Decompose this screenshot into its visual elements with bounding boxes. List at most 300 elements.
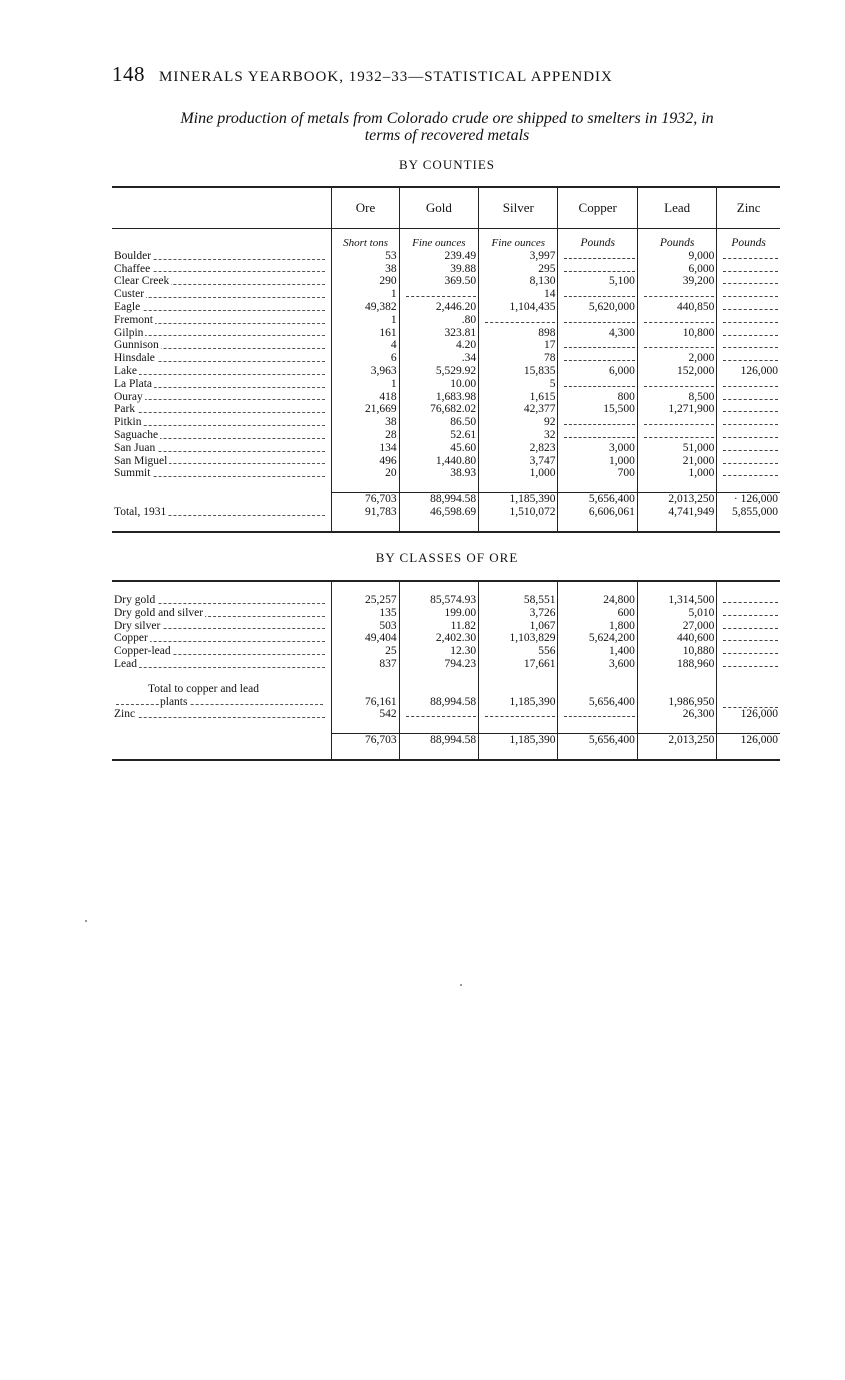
row-label: Saguache [112, 429, 332, 442]
empty-cell-leader [723, 403, 778, 412]
empty-cell-leader [723, 327, 778, 336]
row-label [112, 683, 332, 709]
cell-ore: 1 [332, 378, 399, 391]
cell-copper: 15,500 [558, 403, 637, 416]
empty-cell-leader [723, 378, 778, 387]
cell-zinc [717, 327, 780, 340]
cell-silver: 58,551 [479, 594, 558, 607]
ore-class-row [112, 645, 780, 658]
cell-copper [558, 416, 637, 429]
cell-zinc: 126,000 [717, 365, 780, 378]
cell-lead: 8,500 [637, 391, 716, 404]
cell-zinc: 126,000 [717, 734, 780, 747]
cell-ore: 76,703 [332, 493, 399, 506]
spacer-row [112, 721, 780, 734]
cell-lead [637, 314, 716, 327]
cell-copper: 5,656,400 [558, 493, 637, 506]
cell-copper: 4,300 [558, 327, 637, 340]
cell-zinc [717, 352, 780, 365]
row-label: Copper [112, 632, 332, 645]
county-row [112, 301, 780, 314]
ore-class-row [112, 620, 780, 633]
cell-gold: 1,440.80 [399, 455, 478, 468]
classes-heading: BY CLASSES OF ORE [375, 550, 519, 565]
cell-gold: 85,574.93 [399, 594, 478, 607]
county-row [112, 250, 780, 263]
cell-lead: 26,300 [637, 708, 716, 721]
cell-gold: 45.60 [399, 442, 478, 455]
cell-ore: 134 [332, 442, 399, 455]
cell-copper [558, 708, 637, 721]
cell-gold: 323.81 [399, 327, 478, 340]
cell-silver: 8,130 [479, 275, 558, 288]
cell-silver: 1,615 [479, 391, 558, 404]
cell-zinc [717, 467, 780, 480]
row-label: Hinsdale [112, 352, 332, 365]
cell-ore: 290 [332, 275, 399, 288]
cell-copper: 3,000 [558, 442, 637, 455]
row-label: Custer [112, 288, 332, 301]
cell-silver: 3,726 [479, 607, 558, 620]
ore-class-row [112, 607, 780, 620]
cell-zinc [717, 339, 780, 352]
column-header-lead: Lead [637, 187, 716, 229]
stub-header [112, 187, 332, 229]
cell-lead: 1,000 [637, 467, 716, 480]
cell-zinc [717, 275, 780, 288]
cell-zinc [717, 620, 780, 633]
cell-lead: 1,271,900 [637, 403, 716, 416]
cell-silver: 1,067 [479, 620, 558, 633]
county-row [112, 403, 780, 416]
row-label: Fremont [112, 314, 332, 327]
cell-silver [479, 314, 558, 327]
cell-gold: 88,994.58 [399, 734, 478, 747]
county-row [112, 467, 780, 480]
county-row [112, 378, 780, 391]
column-header-zinc: Zinc [717, 187, 780, 229]
empty-cell-leader [723, 607, 778, 616]
cell-copper [558, 352, 637, 365]
cell-ore: 1 [332, 288, 399, 301]
row-label: Ouray [112, 391, 332, 404]
cell-copper [558, 378, 637, 391]
cell-gold: 11.82 [399, 620, 478, 633]
cell-gold: 39.88 [399, 263, 478, 276]
county-row [112, 314, 780, 327]
empty-cell-leader [723, 632, 778, 641]
empty-cell-leader [723, 263, 778, 272]
county-row [112, 352, 780, 365]
zinc-plants-row [112, 708, 780, 721]
cell-ore: 53 [332, 250, 399, 263]
column-header-silver: Silver [479, 187, 558, 229]
empty-cell-leader [564, 250, 634, 259]
empty-cell-leader [723, 314, 778, 323]
row-label [112, 734, 332, 747]
subtotal-label-line-2: plants [114, 696, 329, 709]
cell-silver: 295 [479, 263, 558, 276]
cell-gold: 239.49 [399, 250, 478, 263]
cell-ore: 25,257 [332, 594, 399, 607]
empty-cell-leader [564, 429, 634, 438]
empty-cell-leader [723, 301, 778, 310]
empty-cell-leader [644, 416, 714, 425]
cell-copper: 5,656,400 [558, 683, 637, 709]
cell-copper: 5,620,000 [558, 301, 637, 314]
empty-cell-leader [485, 708, 555, 717]
cell-lead [637, 429, 716, 442]
column-header-row [112, 187, 780, 229]
county-row [112, 455, 780, 468]
cell-gold: 86.50 [399, 416, 478, 429]
cell-lead: 1,314,500 [637, 594, 716, 607]
cell-copper [558, 339, 637, 352]
cell-ore: 76,161 [332, 683, 399, 709]
cell-gold: 2,446.20 [399, 301, 478, 314]
cell-copper: 5,624,200 [558, 632, 637, 645]
county-row [112, 416, 780, 429]
empty-cell-leader [564, 416, 634, 425]
spacer-row [112, 480, 780, 493]
table-caption [112, 110, 782, 144]
cell-copper: 5,100 [558, 275, 637, 288]
county-row [112, 275, 780, 288]
cell-zinc [717, 632, 780, 645]
cell-ore: 3,963 [332, 365, 399, 378]
empty-cell-leader [723, 620, 778, 629]
cell-ore: 20 [332, 467, 399, 480]
cell-silver: 1,185,390 [479, 493, 558, 506]
cell-copper [558, 263, 637, 276]
cell-zinc [717, 658, 780, 671]
cell-lead: 152,000 [637, 365, 716, 378]
cell-copper: 1,400 [558, 645, 637, 658]
row-label: Dry gold and silver [112, 607, 332, 620]
cell-silver: 15,835 [479, 365, 558, 378]
cell-zinc [717, 314, 780, 327]
cell-ore: 542 [332, 708, 399, 721]
cell-lead [637, 288, 716, 301]
caption-line-1: Mine production of metals from Colorado crude ore shipped to smelters in 1932, in [180, 110, 714, 127]
cell-zinc [717, 301, 780, 314]
cell-gold: 52.61 [399, 429, 478, 442]
cell-silver: 1,185,390 [479, 734, 558, 747]
cell-copper: 600 [558, 607, 637, 620]
cell-gold: 88,994.58 [399, 683, 478, 709]
cell-silver: 1,000 [479, 467, 558, 480]
cell-zinc [717, 607, 780, 620]
county-row [112, 339, 780, 352]
empty-cell-leader [406, 708, 476, 717]
empty-cell-leader [723, 275, 778, 284]
empty-cell-leader [564, 378, 634, 387]
cell-silver: 1,104,435 [479, 301, 558, 314]
cell-silver: 2,823 [479, 442, 558, 455]
cell-zinc [717, 645, 780, 658]
empty-cell-leader [644, 288, 714, 297]
cell-copper [558, 250, 637, 263]
cell-gold: 10.00 [399, 378, 478, 391]
cell-gold: 4.20 [399, 339, 478, 352]
cell-zinc: · 126,000 [717, 493, 780, 506]
cell-copper [558, 288, 637, 301]
cell-silver: 17,661 [479, 658, 558, 671]
unit-copper: Pounds [558, 229, 637, 250]
cell-silver: 898 [479, 327, 558, 340]
classes-table [112, 580, 780, 761]
cell-lead [637, 416, 716, 429]
empty-cell-leader [564, 708, 634, 717]
cell-lead [637, 339, 716, 352]
counties-heading: BY COUNTIES [398, 157, 496, 172]
cell-silver: 5 [479, 378, 558, 391]
row-label: Gilpin [112, 327, 332, 340]
cell-silver [479, 708, 558, 721]
cell-ore: 25 [332, 645, 399, 658]
empty-cell-leader [723, 658, 778, 667]
cell-copper: 5,656,400 [558, 734, 637, 747]
empty-cell-leader [564, 339, 634, 348]
cell-gold: 46,598.69 [399, 506, 478, 519]
cell-copper [558, 429, 637, 442]
empty-cell-leader [564, 288, 634, 297]
cell-ore: 6 [332, 352, 399, 365]
ore-class-row [112, 632, 780, 645]
row-label [112, 493, 332, 506]
empty-cell-leader [485, 314, 555, 323]
row-label: Lead [112, 658, 332, 671]
cell-copper: 700 [558, 467, 637, 480]
row-label: San Juan [112, 442, 332, 455]
counties-table [112, 186, 780, 533]
empty-cell-leader [723, 455, 778, 464]
cell-copper: 3,600 [558, 658, 637, 671]
empty-cell-leader [723, 594, 778, 603]
total-1931-row [112, 506, 780, 519]
row-label: Clear Creek [112, 275, 332, 288]
county-row [112, 429, 780, 442]
county-row [112, 365, 780, 378]
cell-lead: 440,850 [637, 301, 716, 314]
cell-zinc [717, 442, 780, 455]
row-label: Dry silver [112, 620, 332, 633]
cell-lead: 39,200 [637, 275, 716, 288]
empty-cell-leader [723, 442, 778, 451]
row-label: La Plata [112, 378, 332, 391]
row-label: Zinc [112, 708, 332, 721]
cell-lead: 440,600 [637, 632, 716, 645]
empty-cell-leader [644, 429, 714, 438]
row-label: Eagle [112, 301, 332, 314]
empty-cell-leader [564, 352, 634, 361]
classes-total-row [112, 734, 780, 747]
empty-cell-leader [723, 288, 778, 297]
cell-lead: 1,986,950 [637, 683, 716, 709]
cell-copper: 6,606,061 [558, 506, 637, 519]
cell-ore: 496 [332, 455, 399, 468]
unit-silver: Fine ounces [479, 229, 558, 250]
page-header [112, 62, 782, 87]
row-label: Park [112, 403, 332, 416]
cell-copper: 1,800 [558, 620, 637, 633]
cell-lead: 27,000 [637, 620, 716, 633]
county-row [112, 327, 780, 340]
cell-ore: 161 [332, 327, 399, 340]
cell-gold: 199.00 [399, 607, 478, 620]
county-row [112, 442, 780, 455]
county-row [112, 391, 780, 404]
empty-cell-leader [723, 467, 778, 476]
column-header-copper: Copper [558, 187, 637, 229]
cell-gold: 76,682.02 [399, 403, 478, 416]
cell-lead: 51,000 [637, 442, 716, 455]
empty-cell-leader [723, 416, 778, 425]
cell-copper: 24,800 [558, 594, 637, 607]
page-speck [85, 920, 87, 922]
cell-lead: 9,000 [637, 250, 716, 263]
cell-copper: 800 [558, 391, 637, 404]
county-row [112, 263, 780, 276]
cell-silver: 1,103,829 [479, 632, 558, 645]
cell-zinc: 5,855,000 [717, 506, 780, 519]
cell-lead [637, 378, 716, 391]
spacer-row [112, 671, 780, 683]
cell-silver: 1,510,072 [479, 506, 558, 519]
cell-lead: 10,800 [637, 327, 716, 340]
cell-gold: 38.93 [399, 467, 478, 480]
running-title: MINERALS YEARBOOK, 1932–33—STATISTICAL APPENDIX [159, 69, 613, 85]
cell-zinc [717, 378, 780, 391]
cell-ore: 49,382 [332, 301, 399, 314]
page-speck [460, 984, 462, 986]
cell-silver: 14 [479, 288, 558, 301]
cell-ore: 503 [332, 620, 399, 633]
cell-zinc [717, 455, 780, 468]
cell-gold: 5,529.92 [399, 365, 478, 378]
empty-cell-leader [644, 378, 714, 387]
cell-gold [399, 708, 478, 721]
column-header-ore: Ore [332, 187, 399, 229]
cell-gold: 1,683.98 [399, 391, 478, 404]
empty-cell-leader [723, 645, 778, 654]
cell-lead: 2,000 [637, 352, 716, 365]
cell-zinc [717, 250, 780, 263]
cell-lead: 2,013,250 [637, 493, 716, 506]
empty-cell-leader [723, 352, 778, 361]
cell-gold: 2,402.30 [399, 632, 478, 645]
empty-cell-leader [564, 314, 634, 323]
cell-gold: .34 [399, 352, 478, 365]
cell-ore: 91,783 [332, 506, 399, 519]
cell-lead: 6,000 [637, 263, 716, 276]
row-label: Pitkin [112, 416, 332, 429]
empty-cell-leader [723, 339, 778, 348]
cell-lead: 2,013,250 [637, 734, 716, 747]
cell-lead: 4,741,949 [637, 506, 716, 519]
ore-class-row [112, 658, 780, 671]
cell-ore: 76,703 [332, 734, 399, 747]
empty-cell-leader [723, 429, 778, 438]
cell-zinc [717, 391, 780, 404]
cell-ore: 135 [332, 607, 399, 620]
cell-silver: 32 [479, 429, 558, 442]
cell-silver: 1,185,390 [479, 683, 558, 709]
cell-ore: 418 [332, 391, 399, 404]
units-row [112, 229, 780, 250]
cell-silver: 3,747 [479, 455, 558, 468]
cell-lead: 21,000 [637, 455, 716, 468]
cell-gold: 12.30 [399, 645, 478, 658]
cell-zinc [717, 416, 780, 429]
unit-ore: Short tons [332, 229, 399, 250]
row-label: Boulder [112, 250, 332, 263]
cell-ore: 38 [332, 416, 399, 429]
cell-ore: 28 [332, 429, 399, 442]
empty-cell-leader [564, 263, 634, 272]
cell-copper: 6,000 [558, 365, 637, 378]
cell-gold: 369.50 [399, 275, 478, 288]
cell-gold: 88,994.58 [399, 493, 478, 506]
unit-zinc: Pounds [717, 229, 780, 250]
copper-lead-plants-total-row [112, 683, 780, 709]
county-row [112, 288, 780, 301]
spacer-row [112, 747, 780, 760]
cell-gold [399, 288, 478, 301]
row-label: Dry gold [112, 594, 332, 607]
cell-silver: 42,377 [479, 403, 558, 416]
cell-silver: 78 [479, 352, 558, 365]
cell-ore: 4 [332, 339, 399, 352]
empty-cell-leader [406, 288, 476, 297]
cell-silver: 556 [479, 645, 558, 658]
cell-lead: 188,960 [637, 658, 716, 671]
cell-silver: 17 [479, 339, 558, 352]
ore-class-row [112, 594, 780, 607]
cell-silver: 92 [479, 416, 558, 429]
row-label: Total, 1931 [112, 506, 332, 519]
row-label: Copper-lead [112, 645, 332, 658]
cell-gold: .80 [399, 314, 478, 327]
cell-zinc [717, 594, 780, 607]
page-number: 148 [112, 62, 145, 86]
cell-zinc [717, 263, 780, 276]
empty-cell-leader [723, 699, 778, 708]
subtotal-label-line-1: Total to copper and lead [148, 682, 259, 695]
cell-zinc: 126,000 [717, 708, 780, 721]
cell-ore: 38 [332, 263, 399, 276]
cell-zinc [717, 403, 780, 416]
cell-gold: 794.23 [399, 658, 478, 671]
cell-zinc [717, 683, 780, 709]
cell-ore: 837 [332, 658, 399, 671]
empty-cell-leader [644, 339, 714, 348]
empty-cell-leader [644, 314, 714, 323]
cell-copper [558, 314, 637, 327]
cell-ore: 1 [332, 314, 399, 327]
cell-silver: 3,997 [479, 250, 558, 263]
cell-lead: 10,880 [637, 645, 716, 658]
cell-lead: 5,010 [637, 607, 716, 620]
row-label: Summit [112, 467, 332, 480]
empty-cell-leader [723, 250, 778, 259]
row-label: Lake [112, 365, 332, 378]
cell-ore: 49,404 [332, 632, 399, 645]
column-header-gold: Gold [399, 187, 478, 229]
cell-zinc [717, 288, 780, 301]
row-label: Chaffee [112, 263, 332, 276]
row-label: San Miguel [112, 455, 332, 468]
